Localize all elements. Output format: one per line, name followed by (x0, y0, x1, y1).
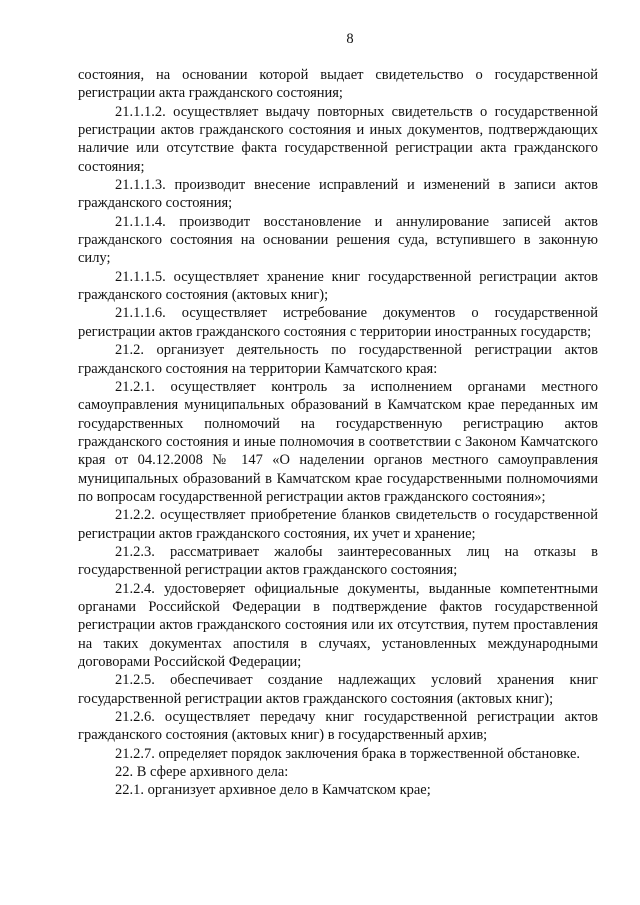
document-body (78, 66, 598, 800)
paragraph: 21.2.4. удостоверяет официальные документы, выданные компетентными органами Российской Федерации в подтверждение фактов государственной регистрации актов гражданского состояния или их отсутствия, путем проставления на таких документах апостиля в случаях, установленных международными договорами Российской Федерации; (78, 580, 598, 670)
paragraph: 21.2.1. осуществляет контроль за исполнением органами местного самоуправления муниципальных образований в Камчатском крае переданных им государственных полномочий на государственную регистрацию актов гражданского состояния и иные полномочия в соответствии с Законом Камчатского края от 04.12.2008 № 147 «О наделении органов местного самоуправления муниципальных образований в Камчатском крае государственными полномочиями по вопросам государственной регистрации актов гражданского состояния»; (78, 378, 598, 505)
paragraph: 21.2.5. обеспечивает создание надлежащих условий хранения книг государственной регистрации актов гражданского состояния (актовых книг); (78, 672, 598, 707)
paragraph: 21.1.1.5. осуществляет хранение книг государственной регистрации актов гражданского состояния (актовых книг); (78, 268, 598, 304)
paragraph: состояния, на основании которой выдает свидетельство о государственной регистрации акта гражданского состояния; (78, 67, 598, 102)
paragraph: 22.1. организует архивное дело в Камчатском крае; (115, 782, 431, 799)
paragraph: 21.2.2. осуществляет приобретение бланков свидетельств о государственной регистрации актов гражданского состояния, их учет и хранение; (78, 507, 598, 542)
paragraph: 21.2. организует деятельность по государственной регистрации актов гражданского состояния на территории Камчатского края: (78, 342, 598, 377)
paragraph: 21.1.1.4. производит восстановление и аннулирование записей актов гражданского состояния на основании решения суда, вступившего в законную силу; (78, 213, 598, 267)
paragraph: 21.1.1.3. производит внесение исправлений и изменений в записи актов гражданского состояния; (78, 177, 598, 212)
paragraph: 21.2.6. осуществляет передачу книг государственной регистрации актов гражданского состояния (актовых книг) в государственный архив; (78, 709, 598, 744)
document-page (78, 30, 598, 800)
paragraph: 22. В сфере архивного дела: (115, 764, 289, 781)
page-number: 8 (346, 31, 354, 47)
paragraph: 21.1.1.6. осуществляет истребование документов о государственной регистрации актов гражданского состояния с территории иностранных государств; (78, 305, 598, 340)
paragraph: 21.1.1.2. осуществляет выдачу повторных свидетельств о государственной регистрации актов гражданского состояния и иных документов, подтверждающих наличие или отсутствие факта государственной регистрации акта гражданского состояния; (78, 103, 598, 175)
paragraph: 21.2.3. рассматривает жалобы заинтересованных лиц на отказы в государственной регистрации актов гражданского состояния; (78, 543, 598, 579)
paragraph: 21.2.7. определяет порядок заключения брака в торжественной обстановке. (115, 745, 581, 762)
